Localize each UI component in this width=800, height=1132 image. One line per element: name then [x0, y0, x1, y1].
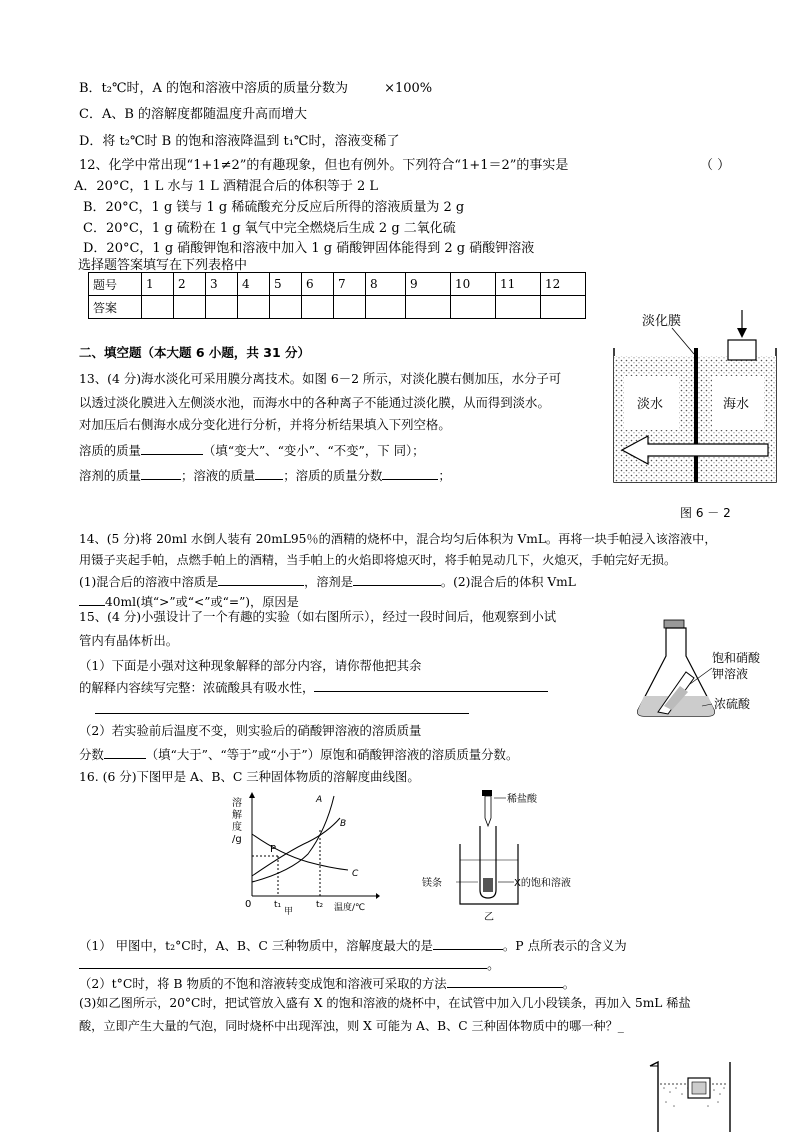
- question-number: 2: [174, 273, 206, 296]
- sea-water-label: 海水: [723, 397, 750, 412]
- q13-line5: 溶剂的质量 ；溶液的质量 ；溶质的质量分数 ；: [79, 468, 451, 483]
- bottom-beaker-figure: [644, 1058, 744, 1132]
- q15-line5: （2）若实验前后温度不变，则实验后的硝酸钾溶液的溶质质量: [79, 723, 422, 738]
- answer-blank[interactable]: [104, 745, 146, 759]
- desalination-figure: [600, 304, 790, 524]
- acid-label: 稀盐酸: [507, 794, 537, 805]
- answer-cell[interactable]: [451, 296, 496, 319]
- q12-stem: 12、化学中常出现“1+1≠2”的有趣现象，但也有例外。下列符合“1+1＝2”的事实是: [79, 158, 569, 173]
- q16-part2: （2）t°C时，将 B 物质的不饱和溶液转变成饱和溶液可采取的方法 。: [79, 976, 576, 991]
- q12-option-a: A．20°C，1 L 水与 1 L 酒精混合后的体积等于 2 L: [74, 179, 379, 194]
- piston: [728, 340, 756, 360]
- answer-cell[interactable]: [302, 296, 334, 319]
- curve-a: [252, 796, 334, 882]
- flask-label-2: 钾溶液: [712, 667, 749, 681]
- question-number: 4: [238, 273, 270, 296]
- q14-line3: (1)混合后的溶液中溶质是 ，溶剂是 。(2)混合后的体积 VmL: [79, 572, 576, 591]
- answer-cell[interactable]: [238, 296, 270, 319]
- q13-line4: 溶质的质量 （填“变大”、“变小”、“不变”，下 同）；: [79, 443, 425, 458]
- beaker-name: 乙: [484, 912, 494, 923]
- answer-blank[interactable]: [255, 466, 283, 480]
- question-number: 8: [366, 273, 406, 296]
- answer-cell[interactable]: [406, 296, 451, 319]
- q16-part1-blank: 。: [79, 955, 500, 975]
- answer-blank[interactable]: [79, 955, 487, 969]
- magnesium-strip: [483, 878, 493, 892]
- question-number: 3: [206, 273, 238, 296]
- flask-label-1: 饱和硝酸: [712, 651, 761, 665]
- answer-blank[interactable]: [353, 572, 441, 586]
- answer-cell[interactable]: [174, 296, 206, 319]
- answer-cell[interactable]: [496, 296, 541, 319]
- membrane-label: 淡化膜: [642, 314, 682, 329]
- q16-part3-line2: 酸，立即产生大量的气泡，同时烧杯中出现浑浊，则 X 可能为 A、B、C 三种固体物质中的哪一种？_: [79, 1019, 624, 1033]
- q15-line4: 的解释内容续写完整：浓硫酸具有吸水性，: [79, 678, 548, 697]
- q14-line4: 40ml(填“>”或“<”或“=”)，原因是: [79, 592, 299, 611]
- q16-line1: 16. (6 分)下图甲是 A、B、C 三种固体物质的溶解度曲线图。: [79, 769, 420, 784]
- answer-cell[interactable]: [206, 296, 238, 319]
- graph-xlabel: 温度/℃: [334, 903, 366, 913]
- question-number: 1: [142, 273, 174, 296]
- question-number: 9: [406, 273, 451, 296]
- curve-c-label: C: [352, 869, 359, 879]
- q15-blank-line: [95, 700, 469, 720]
- q13-line3: 对加压后右侧海水成分变化进行分析，并将分析结果填入下列空格。: [79, 417, 451, 432]
- q11-option-c: C．A、B 的溶解度都随温度升高而增大: [79, 107, 308, 122]
- question-number: 12: [541, 273, 586, 296]
- dropper: [485, 796, 491, 826]
- answer-blank[interactable]: [314, 678, 548, 692]
- graph-t2: t₂: [316, 900, 324, 910]
- q15-line3: （1）下面是小强对这种现象解释的部分内容，请你帮他把其余: [79, 658, 422, 673]
- answer-cell[interactable]: [541, 296, 586, 319]
- answer-blank[interactable]: [141, 441, 203, 455]
- q13-line1: 13、(4 分)海水淡化可采用膜分离技术。如图 6－2 所示，对淡化膜右侧加压，水分子可: [79, 371, 562, 386]
- q14-line2: 用镊子夹起手帕，点燃手帕上的酒精，当手帕上的火焰即将熄灭时，将手帕晃动几下，火熄灭，手帕完好无损。: [79, 553, 677, 567]
- point-p-label: P: [270, 844, 277, 855]
- answer-blank[interactable]: [95, 700, 469, 714]
- flask-label-3: 浓硫酸: [714, 697, 751, 711]
- answer-cell[interactable]: [334, 296, 366, 319]
- q13-line2: 以透过淡化膜进入左侧淡水池，而海水中的各种离子不能通过淡化膜，从而得到淡水。: [79, 395, 550, 410]
- q15-line2: 管内有晶体析出。: [79, 633, 179, 648]
- mg-label: 镁条: [422, 878, 442, 889]
- q12-option-b: B．20°C，1 g 镁与 1 g 稀硫酸充分反应后所得的溶液质量为 2 g: [83, 200, 465, 215]
- curve-a-label: A: [316, 795, 323, 805]
- graph-name: 甲: [284, 907, 294, 917]
- q12-option-c: C．20°C，1 g 硫粉在 1 g 氧气中完全燃烧后生成 2 g 二氧化硫: [83, 221, 456, 236]
- question-number: 5: [270, 273, 302, 296]
- curve-c: [252, 834, 348, 870]
- flask-figure: [628, 614, 798, 724]
- beaker: [460, 844, 518, 904]
- question-number: 7: [334, 273, 366, 296]
- answer-blank[interactable]: [141, 466, 181, 480]
- answer-table-caption: 选择题答案填写在下列表格中: [78, 258, 248, 273]
- fresh-water-label: 淡水: [637, 397, 664, 412]
- q11-option-b: B．t₂℃时，A 的饱和溶液中溶质的质量分数为 ×100%: [79, 81, 433, 96]
- q11-option-d: D．将 t₂℃时 B 的饱和溶液降温到 t₁℃时，溶液变稀了: [79, 134, 400, 149]
- beaker-apparatus: [420, 786, 620, 926]
- x-solution-label: X的饱和溶液: [514, 878, 571, 889]
- answer-table-answer-label: 答案: [89, 296, 142, 319]
- q14-line1: 14、(5 分)将 20ml 水倒人装有 20mL95％的酒精的烧杯中，混合均匀后体积为 VmL。再将一块手帕浸入该溶液中，: [79, 532, 717, 546]
- answer-cell[interactable]: [270, 296, 302, 319]
- membrane: [694, 348, 698, 482]
- q12-paren: （ ）: [700, 158, 731, 173]
- answer-cell[interactable]: [366, 296, 406, 319]
- answer-cell[interactable]: [142, 296, 174, 319]
- q16-part1: （1） 甲图中，t₂°C时，A、B、C 三种物质中，溶解度最大的是 。P 点所表示的含义为: [79, 938, 627, 953]
- question-number: 6: [302, 273, 334, 296]
- graph-ylabel: /g: [232, 834, 242, 845]
- figure-caption: 图 6 － 2: [680, 506, 731, 520]
- answer-blank[interactable]: [433, 936, 503, 950]
- answer-blank[interactable]: [447, 974, 563, 988]
- q15-line1: 15、(4 分)小强设计了一个有趣的实验（如右图所示），经过一段时间后，他观察到小试: [79, 609, 557, 624]
- answer-table-header-label: 题号: [89, 273, 142, 296]
- q12-option-d: D．20°C，1 g 硝酸钾饱和溶液中加入 1 g 硝酸钾固体能得到 2 g 硝酸钾溶液: [83, 241, 535, 256]
- answer-table: [88, 272, 586, 319]
- q15-line6: 分数 （填“大于”、“等于”或“小于”）原饱和硝酸钾溶液的溶质质量分数。: [79, 747, 519, 762]
- section-title: 二、填空题（本大题 6 小题，共 31 分）: [79, 345, 311, 360]
- solubility-graph: [230, 790, 380, 920]
- q16-part3-line1: (3)如乙图所示，20°C时，把试管放入盛有 X 的饱和溶液的烧杯中，在试管中加入几小段镁条，再加入 5mL 稀盐: [79, 996, 691, 1010]
- curve-b: [252, 818, 340, 876]
- answer-blank[interactable]: [218, 572, 304, 586]
- graph-ylabel: 解: [232, 810, 242, 821]
- answer-blank[interactable]: [79, 592, 105, 606]
- graph-ylabel: 度: [232, 822, 242, 833]
- answer-blank[interactable]: [382, 466, 438, 480]
- curve-b-label: B: [340, 819, 347, 829]
- graph-origin: 0: [245, 899, 252, 910]
- question-number: 11: [496, 273, 541, 296]
- graph-ylabel: 溶: [232, 798, 242, 809]
- question-number: 10: [451, 273, 496, 296]
- graph-t1: t₁: [274, 900, 282, 910]
